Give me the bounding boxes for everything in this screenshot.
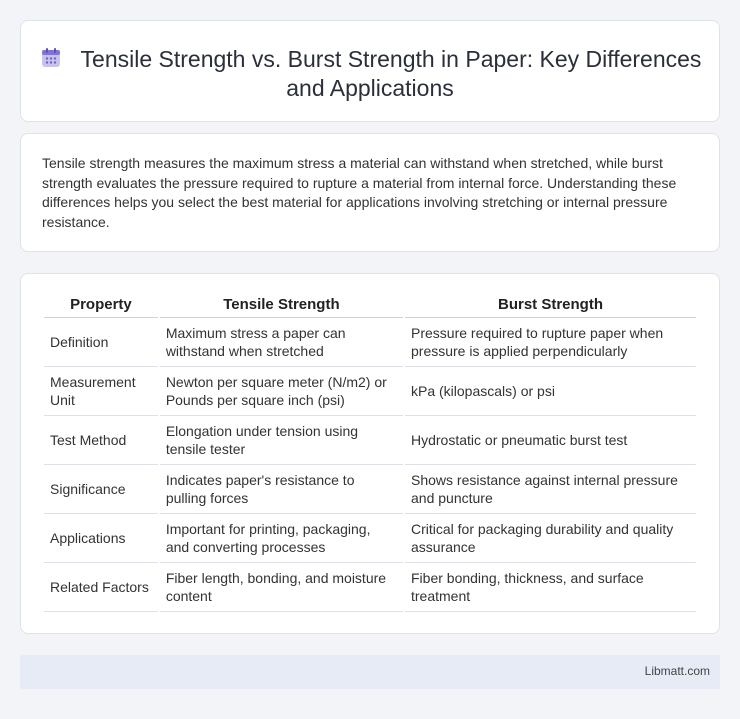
row-tensile: Elongation under tension using tensile tester bbox=[160, 416, 403, 465]
intro-card bbox=[20, 133, 720, 252]
footer-bar bbox=[20, 655, 720, 689]
table-row bbox=[44, 514, 696, 563]
table-row bbox=[44, 416, 696, 465]
row-property: Applications bbox=[44, 514, 158, 563]
row-property: Measurement Unit bbox=[44, 367, 158, 416]
row-burst: kPa (kilopascals) or psi bbox=[405, 367, 696, 416]
comparison-table bbox=[42, 296, 698, 612]
header-property: Property bbox=[44, 296, 158, 318]
row-property: Test Method bbox=[44, 416, 158, 465]
table-row bbox=[44, 367, 696, 416]
footer-brand-link[interactable]: Libmatt.com bbox=[644, 664, 710, 678]
row-property: Related Factors bbox=[44, 563, 158, 612]
row-burst: Fiber bonding, thickness, and surface treatment bbox=[405, 563, 696, 612]
page-title-text: Tensile Strength vs. Burst Strength in Paper: Key Differences and Applications bbox=[80, 46, 702, 101]
row-burst: Critical for packaging durability and quality assurance bbox=[405, 514, 696, 563]
calendar-icon bbox=[39, 46, 63, 70]
header-burst-strength: Burst Strength bbox=[405, 296, 696, 318]
table-row bbox=[44, 465, 696, 514]
table-row bbox=[44, 563, 696, 612]
page-title bbox=[21, 45, 719, 103]
table-row bbox=[44, 318, 696, 367]
row-burst: Hydrostatic or pneumatic burst test bbox=[405, 416, 696, 465]
intro-paragraph: Tensile strength measures the maximum stress a material can withstand when stretched, while burst strength evaluates the pressure required to rupture a material from internal force. Understanding these differences helps you select the best material for applications involving stretching or internal pressure resistance. bbox=[42, 155, 677, 230]
row-property: Significance bbox=[44, 465, 158, 514]
row-property: Definition bbox=[44, 318, 158, 367]
row-burst: Pressure required to rupture paper when pressure is applied perpendicularly bbox=[405, 318, 696, 367]
title-card bbox=[20, 20, 720, 122]
row-tensile: Indicates paper's resistance to pulling forces bbox=[160, 465, 403, 514]
comparison-card bbox=[20, 273, 720, 634]
header-tensile-strength: Tensile Strength bbox=[160, 296, 403, 318]
row-tensile: Fiber length, bonding, and moisture content bbox=[160, 563, 403, 612]
row-tensile: Newton per square meter (N/m2) or Pounds per square inch (psi) bbox=[160, 367, 403, 416]
row-tensile: Maximum stress a paper can withstand when stretched bbox=[160, 318, 403, 367]
row-burst: Shows resistance against internal pressure and puncture bbox=[405, 465, 696, 514]
table-header-row bbox=[44, 296, 696, 318]
row-tensile: Important for printing, packaging, and converting processes bbox=[160, 514, 403, 563]
